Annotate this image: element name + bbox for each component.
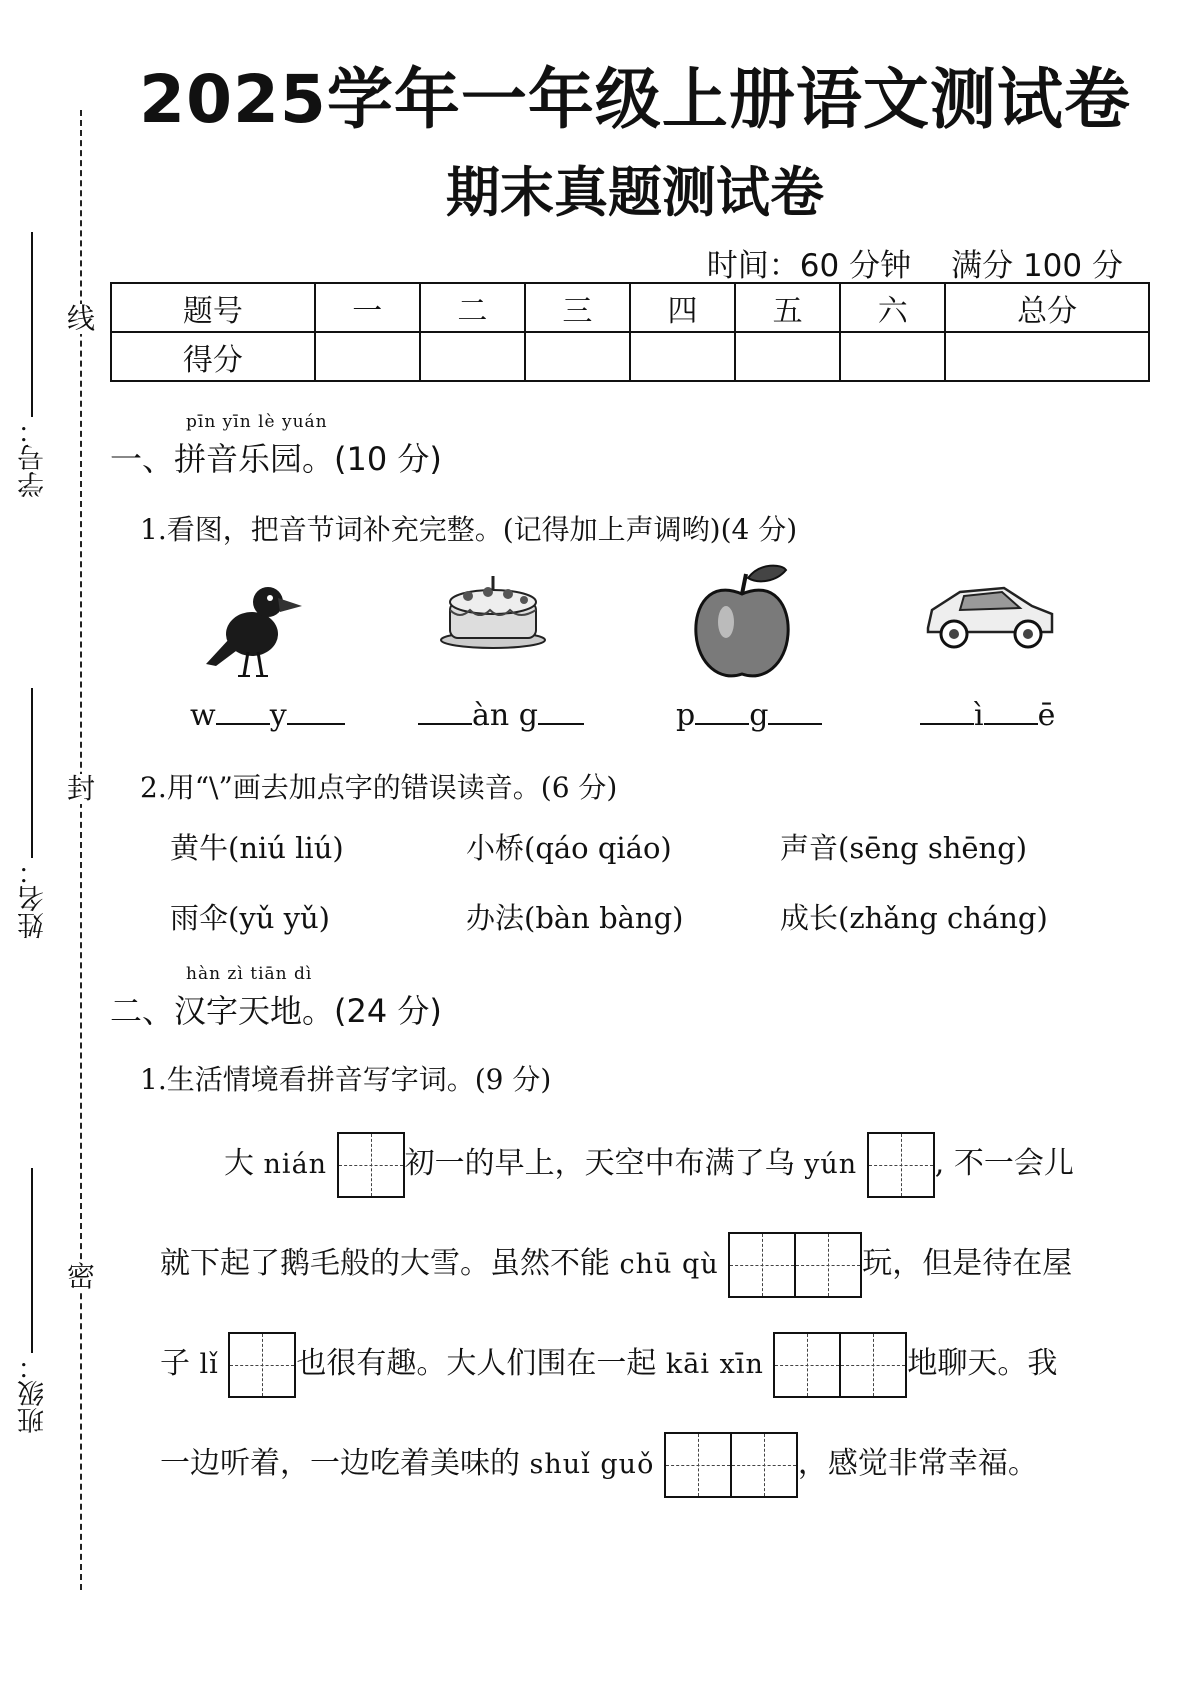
class-label: 班级： (18, 1353, 49, 1434)
word-item[interactable]: 声音(sēng shēng) (780, 831, 1028, 865)
name-field[interactable] (14, 688, 50, 939)
score-cell[interactable] (840, 332, 945, 381)
score-header: 二 (420, 283, 525, 332)
word-item[interactable]: 雨伞(yǔ yǔ) (170, 901, 330, 935)
score-header: 总分 (945, 283, 1149, 332)
page-subtitle: 期末真题测试卷 (446, 161, 824, 224)
full-score: 满分 100 分 (951, 248, 1123, 284)
word-item[interactable]: 黄牛(niú liú) (170, 831, 344, 865)
time-limit: 时间：60 分钟 (706, 248, 912, 284)
section2-heading: 二、汉字天地。(24 分) (110, 992, 442, 1030)
pinyin-blank-apple[interactable]: p g (676, 698, 822, 733)
student-id-label: 学号： (18, 417, 49, 498)
pinyin-blank-car[interactable]: ì ē (920, 698, 1055, 733)
time-info (707, 240, 1123, 285)
section1-question2: 2.用“\”画去加点字的错误读音。(6 分) (140, 771, 618, 804)
word-item[interactable]: 办法(bàn bàng) (466, 901, 684, 935)
margin-mark-feng: 封 (66, 772, 95, 805)
writing-box[interactable] (664, 1432, 798, 1498)
passage-line-1: 大 nián 初一的早上，天空中布满了乌 yún , 不一会儿 (224, 1132, 1074, 1198)
score-cell[interactable] (945, 332, 1149, 381)
pinyin-blank-cake[interactable]: àn g (418, 698, 584, 733)
score-header: 三 (525, 283, 630, 332)
score-header: 五 (735, 283, 840, 332)
section1-pinyin: pīn yīn lè yuán (186, 412, 328, 432)
writing-box[interactable] (773, 1332, 907, 1398)
score-cell[interactable] (420, 332, 525, 381)
score-cell[interactable] (630, 332, 735, 381)
score-row-label: 得分 (111, 332, 315, 381)
class-field[interactable] (14, 1168, 50, 1434)
word-item[interactable]: 小桥(qáo qiáo) (466, 831, 672, 865)
passage-line-3: 子 lǐ 也很有趣。大人们围在一起 kāi xīn 地聊天。我 (160, 1332, 1057, 1398)
writing-box[interactable] (228, 1332, 296, 1398)
cake-picture (438, 572, 548, 652)
score-header: 六 (840, 283, 945, 332)
name-label: 姓名： (18, 858, 49, 939)
score-cell[interactable] (525, 332, 630, 381)
writing-box[interactable] (337, 1132, 405, 1198)
score-table (110, 282, 1150, 382)
section2-pinyin: hàn zì tiān dì (186, 964, 313, 984)
page-title: 2025学年一年级上册语文测试卷 (139, 61, 1131, 138)
passage-line-4: 一边听着，一边吃着美味的 shuǐ guǒ ，感觉非常幸福。 (160, 1432, 1038, 1498)
margin-mark-mi: 密 (66, 1260, 95, 1293)
word-item[interactable]: 成长(zhǎng cháng) (780, 901, 1048, 935)
score-cell[interactable] (315, 332, 420, 381)
crow-picture (200, 568, 310, 682)
writing-box[interactable] (728, 1232, 862, 1298)
writing-box[interactable] (867, 1132, 935, 1198)
passage-line-2: 就下起了鹅毛般的大雪。虽然不能 chū qù 玩，但是待在屋 (160, 1232, 1072, 1298)
score-header: 一 (315, 283, 420, 332)
car-picture (920, 570, 1058, 660)
section1-heading: 一、拼音乐园。(10 分) (110, 440, 442, 478)
student-id-field[interactable] (14, 232, 50, 498)
margin-mark-xian: 线 (66, 302, 95, 335)
apple-picture (690, 556, 794, 686)
pinyin-blank-crow[interactable]: w y (190, 698, 345, 733)
section2-question1: 1.生活情境看拼音写字词。(9 分) (140, 1063, 552, 1096)
section1-question1: 1.看图，把音节词补充完整。(记得加上声调哟)(4 分) (140, 513, 798, 546)
score-header: 题号 (111, 283, 315, 332)
score-cell[interactable] (735, 332, 840, 381)
score-header: 四 (630, 283, 735, 332)
